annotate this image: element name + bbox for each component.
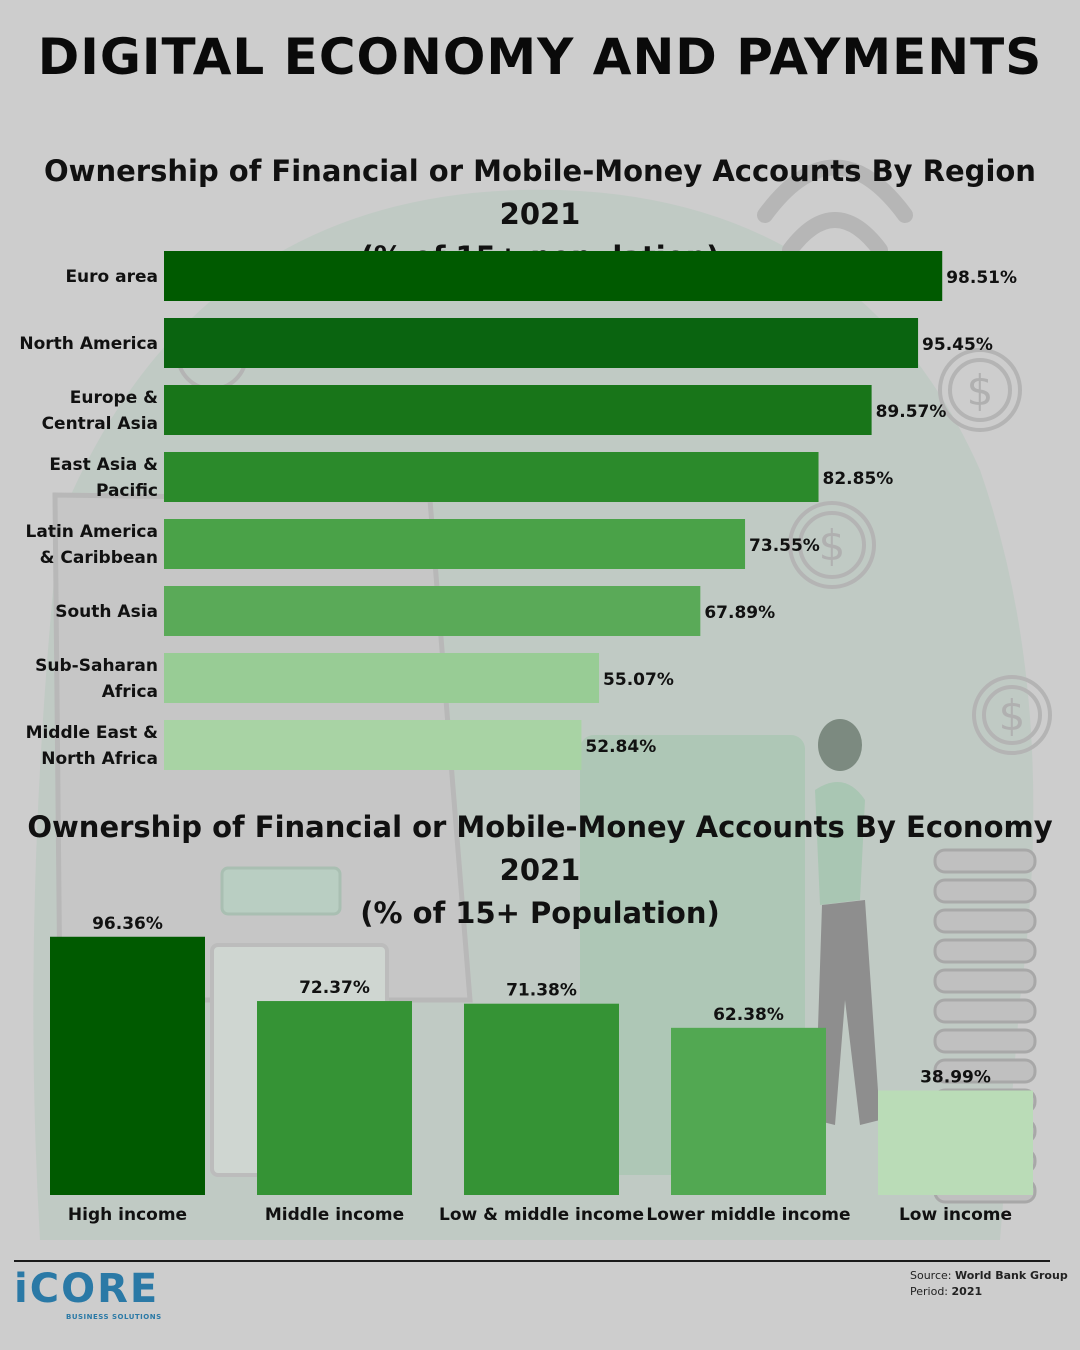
region-bar-value-label: 67.89% bbox=[704, 603, 776, 623]
page-title: DIGITAL ECONOMY AND PAYMENTS bbox=[37, 28, 1043, 86]
economy-bar bbox=[464, 1004, 619, 1195]
svg-text:$: $ bbox=[966, 366, 994, 415]
economy-bar-value-label: 38.99% bbox=[920, 1067, 991, 1088]
logo-text: iCORE bbox=[14, 1266, 160, 1312]
company-logo bbox=[14, 1266, 162, 1321]
economy-bar-value-label: 62.38% bbox=[713, 1004, 784, 1025]
region-bar-value-label: 89.57% bbox=[875, 402, 947, 422]
region-category-label: Sub-Saharan bbox=[35, 656, 158, 676]
region-bar-value-label: 52.84% bbox=[585, 737, 657, 757]
region-category-label: North America bbox=[19, 334, 158, 354]
region-bar bbox=[164, 586, 700, 636]
region-bar-value-label: 95.45% bbox=[922, 335, 993, 355]
source-note bbox=[910, 1268, 1068, 1300]
region-bar bbox=[164, 385, 872, 435]
region-category-label: Europe & bbox=[69, 388, 158, 408]
period-label: Period: bbox=[910, 1285, 949, 1298]
region-category-label: Latin America bbox=[25, 522, 158, 542]
region-bar-value-label: 82.85% bbox=[822, 469, 894, 489]
region-category-label: Central Asia bbox=[41, 414, 158, 434]
economy-bar bbox=[50, 937, 205, 1195]
source-value: World Bank Group bbox=[955, 1269, 1068, 1282]
region-category-label: Pacific bbox=[95, 481, 158, 501]
region-category-label: Middle East & bbox=[25, 723, 158, 743]
economy-category-label: Low income bbox=[898, 1205, 1013, 1225]
region-bar bbox=[164, 653, 599, 703]
period-value: 2021 bbox=[951, 1285, 983, 1298]
region-bar bbox=[164, 720, 581, 770]
chart-subtitle-economy: (% of 15+ Population) bbox=[360, 896, 720, 930]
economy-bar-value-label: 72.37% bbox=[299, 978, 370, 999]
chart-title-economy-line1: Ownership of Financial or Mobile-Money Accounts By Economy 2021 bbox=[27, 810, 1053, 887]
region-category-label: Africa bbox=[101, 682, 158, 702]
economy-category-label: Middle income bbox=[264, 1205, 405, 1225]
economy-bar bbox=[671, 1028, 826, 1195]
economy-bar-chart bbox=[0, 900, 1080, 1235]
source-label: Source: bbox=[910, 1269, 952, 1282]
region-category-label: Euro area bbox=[65, 267, 158, 287]
region-bar-chart bbox=[0, 240, 1080, 780]
economy-category-label: Low & middle income bbox=[439, 1205, 644, 1225]
economy-bar-value-label: 96.36% bbox=[92, 913, 163, 934]
region-category-label: East Asia & bbox=[49, 455, 158, 475]
footer-divider bbox=[14, 1260, 1050, 1262]
region-category-label: & Caribbean bbox=[39, 548, 158, 568]
region-bar bbox=[164, 318, 918, 368]
region-category-label: North Africa bbox=[41, 749, 158, 769]
source-line bbox=[910, 1268, 1068, 1284]
region-bar-value-label: 73.55% bbox=[749, 536, 820, 556]
economy-category-label: Lower middle income bbox=[646, 1205, 851, 1225]
chart-title-region-line1: Ownership of Financial or Mobile-Money Accounts By Region 2021 bbox=[44, 154, 1036, 231]
region-bar bbox=[164, 251, 942, 301]
economy-bar-value-label: 71.38% bbox=[506, 980, 577, 1001]
period-line bbox=[910, 1284, 1068, 1300]
region-bar-value-label: 98.51% bbox=[946, 268, 1018, 288]
economy-bar bbox=[257, 1001, 412, 1195]
region-bar bbox=[164, 452, 819, 502]
region-bar-value-label: 55.07% bbox=[603, 670, 674, 690]
economy-category-label: High income bbox=[67, 1205, 188, 1225]
region-bar bbox=[164, 519, 745, 569]
region-category-label: South Asia bbox=[55, 602, 158, 622]
logo-subtext: BUSINESS SOLUTIONS bbox=[66, 1313, 162, 1321]
economy-bar bbox=[878, 1091, 1033, 1195]
svg-text:$: $ bbox=[818, 521, 846, 570]
svg-text:$: $ bbox=[998, 691, 1026, 740]
